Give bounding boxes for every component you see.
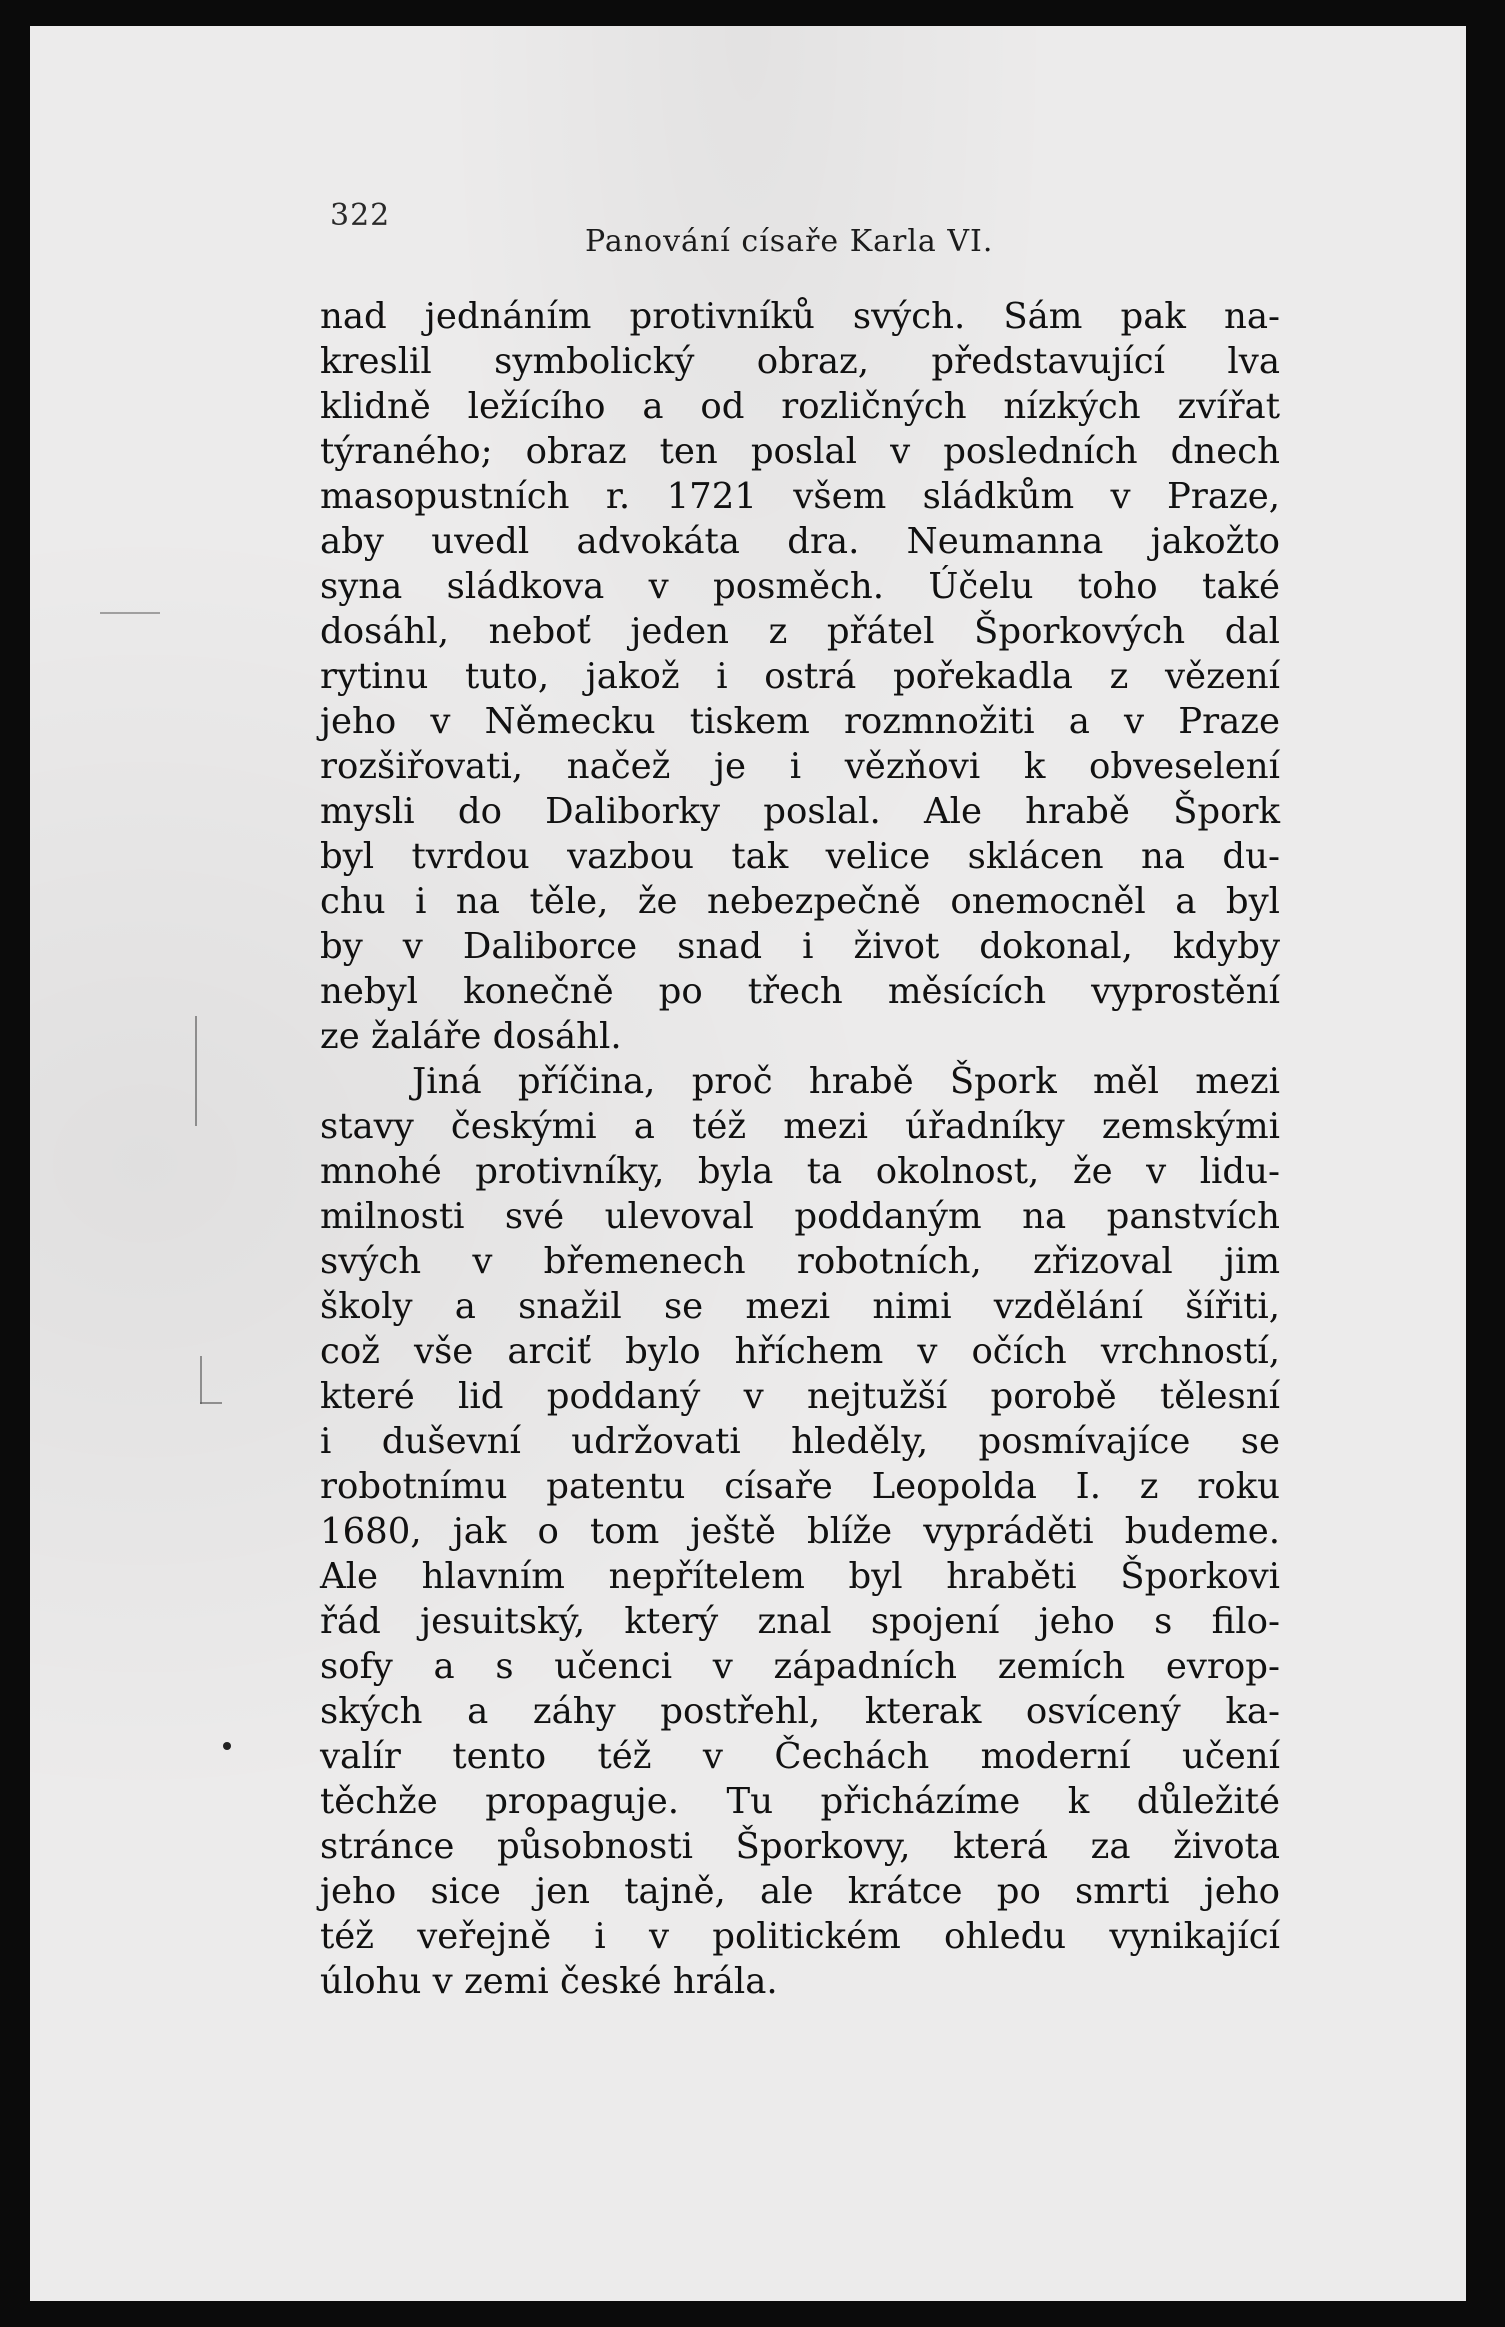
text-line: což vše arciť bylo hříchem v očích vrchností, — [320, 1331, 1280, 1372]
text-line: které lid poddaný v nejtužší porobě tělesní — [320, 1376, 1280, 1417]
text-line: sofy a s učenci v západních zemích evrop- — [320, 1646, 1280, 1687]
text-line: valír tento též v Čechách moderní učení — [320, 1736, 1280, 1777]
text-line: Ale hlavním nepřítelem byl hraběti Šporkovi — [320, 1556, 1280, 1597]
text-line: mnohé protivníky, byla ta okolnost, že v lidu- — [320, 1151, 1280, 1192]
margin-dot — [223, 1742, 231, 1750]
text-line: řád jesuitský, který znal spojení jeho s filo- — [320, 1601, 1280, 1642]
book-page — [30, 26, 1466, 2301]
text-line: robotnímu patentu císaře Leopolda I. z roku — [320, 1466, 1280, 1507]
text-line: nebyl konečně po třech měsících vyprostění — [320, 971, 1280, 1012]
text-line: aby uvedl advokáta dra. Neumanna jakožto — [320, 521, 1280, 562]
text-line: týraného; obraz ten poslal v posledních dnech — [320, 431, 1280, 472]
text-line: úlohu v zemi české hrála. — [320, 1961, 778, 2002]
text-line: Jiná příčina, proč hrabě Špork měl mezi — [412, 1061, 1280, 1102]
text-line: mysli do Daliborky poslal. Ale hrabě Špork — [320, 791, 1280, 832]
margin-mark — [200, 1356, 202, 1404]
text-line: i duševní udržovati hleděly, posmívajíce se — [320, 1421, 1280, 1462]
text-line: těchže propaguje. Tu přicházíme k důležité — [320, 1781, 1280, 1822]
margin-mark — [200, 1402, 222, 1404]
text-line: školy a snažil se mezi nimi vzdělání šířiti, — [320, 1286, 1280, 1327]
margin-mark — [100, 612, 160, 614]
text-line: dosáhl, neboť jeden z přátel Šporkových dal — [320, 611, 1280, 652]
text-line: svých v břemenech robotních, zřizoval jim — [320, 1241, 1280, 1282]
text-line: chu i na těle, že nebezpečně onemocněl a byl — [320, 881, 1280, 922]
text-line: masopustních r. 1721 všem sládkům v Praze, — [320, 476, 1280, 517]
margin-mark — [195, 1016, 197, 1126]
page-number: 322 — [330, 198, 391, 233]
text-line: stránce působnosti Šporkovy, která za života — [320, 1826, 1280, 1867]
body-text — [320, 294, 1280, 2004]
text-line: ze žaláře dosáhl. — [320, 1016, 622, 1057]
text-line: ských a záhy postřehl, kterak osvícený ka- — [320, 1691, 1280, 1732]
text-line: rozšiřovati, načež je i vězňovi k obveselení — [320, 746, 1280, 787]
text-line: též veřejně i v politickém ohledu vynikající — [320, 1916, 1280, 1957]
text-line: milnosti své ulevoval poddaným na panstvích — [320, 1196, 1280, 1237]
text-line: byl tvrdou vazbou tak velice sklácen na du- — [320, 836, 1280, 877]
text-line: jeho v Německu tiskem rozmnožiti a v Praze — [320, 701, 1280, 742]
text-line: jeho sice jen tajně, ale krátce po smrti jeho — [320, 1871, 1280, 1912]
text-line: rytinu tuto, jakož i ostrá pořekadla z vězení — [320, 656, 1280, 697]
text-line: klidně ležícího a od rozličných nízkých zvířat — [320, 386, 1280, 427]
text-line: kreslil symbolický obraz, představující lva — [320, 341, 1280, 382]
text-line: nad jednáním protivníků svých. Sám pak na- — [320, 296, 1280, 337]
text-line: 1680, jak o tom ještě blíže vypráděti budeme. — [320, 1511, 1280, 1552]
text-line: stavy českými a též mezi úřadníky zemskými — [320, 1106, 1280, 1147]
text-line: syna sládkova v posměch. Účelu toho také — [320, 566, 1280, 607]
text-line: by v Daliborce snad i život dokonal, kdyby — [320, 926, 1280, 967]
running-title: Panování císaře Karla VI. — [585, 224, 994, 259]
